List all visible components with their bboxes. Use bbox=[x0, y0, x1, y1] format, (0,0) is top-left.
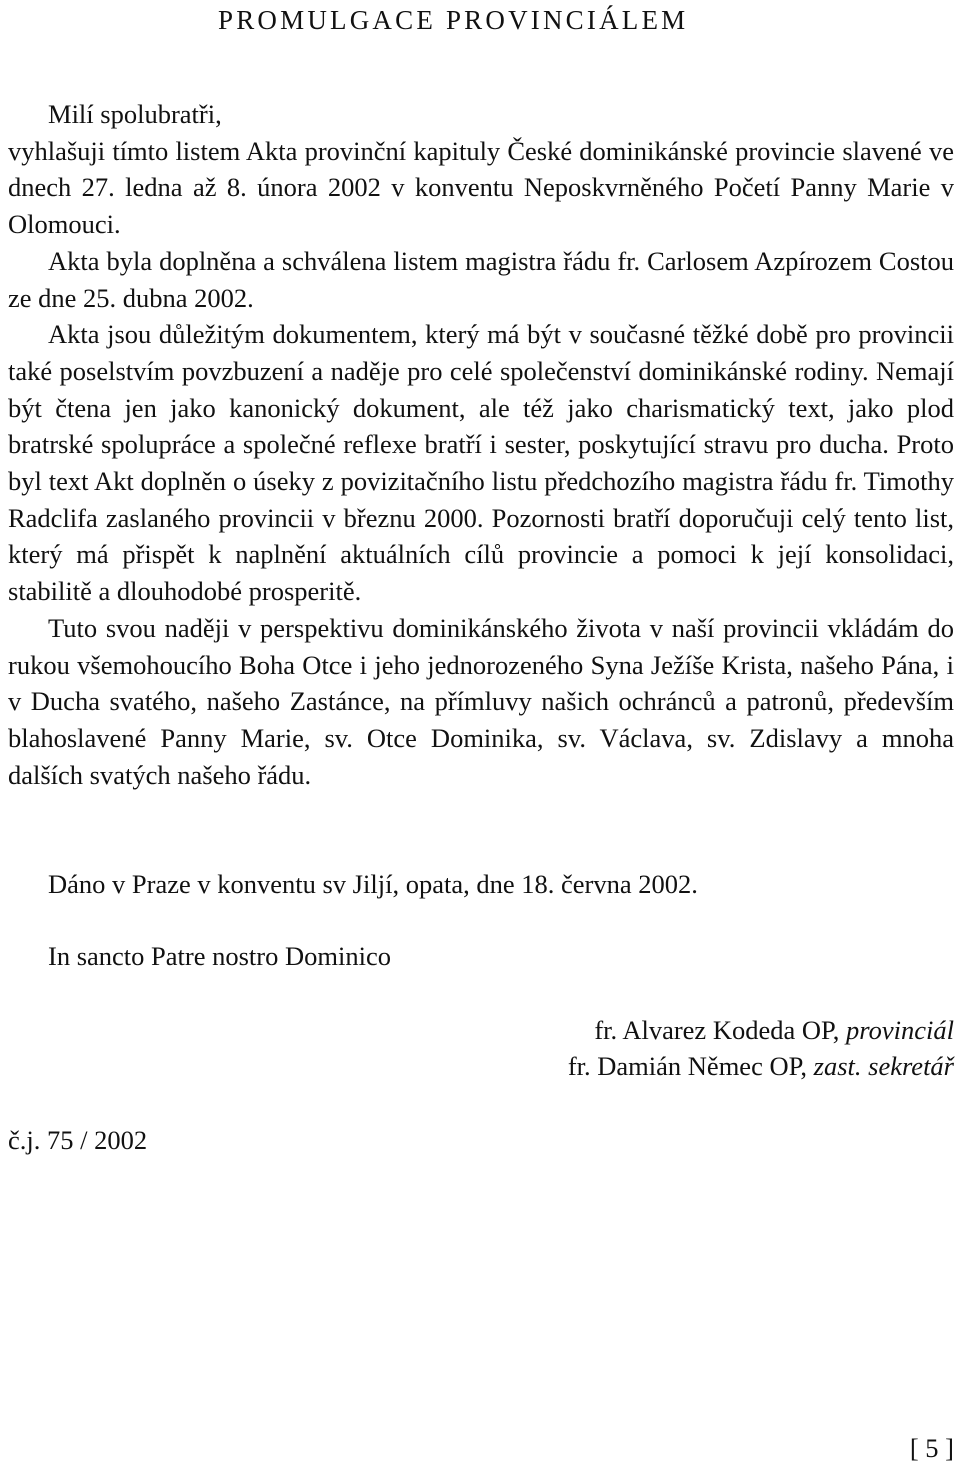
salutation: Milí spolubratři, bbox=[48, 99, 222, 129]
signature-provincial bbox=[568, 1012, 954, 1048]
page-number: [ 5 ] bbox=[909, 1433, 954, 1463]
signature-name: fr. Damián Němec OP, bbox=[567, 1051, 808, 1081]
signature-name: fr. Alvarez Kodeda OP, bbox=[594, 1015, 840, 1045]
document-title: PROMULGACE PROVINCIÁLEM bbox=[218, 5, 689, 35]
paragraph-promulgation: vyhlašuji tímto listem Akta provinční kapituly České dominikánské provincie slavené ve dnech 27. ledna až 8. února 2002 v konventu Neposkvrněného Početí Panny Marie v Olomouci. bbox=[8, 135, 954, 240]
date-line: Dáno v Praze v konventu sv Jiljí, opata, dne 18. června 2002. bbox=[48, 869, 698, 899]
paragraph-approval: Akta byla doplněna a schválena listem magistra řádu fr. Carlosem Azpírozem Costou ze dne 25. dubna 2002. bbox=[8, 245, 954, 313]
signature-secretary bbox=[568, 1048, 954, 1084]
signature-role: provinciál bbox=[846, 1015, 954, 1045]
signature-role: zast. sekretář bbox=[813, 1051, 954, 1081]
paragraph-significance: Akta jsou důležitým dokumentem, který má být v současné těžké době pro provincii také poselstvím povzbuzení a naděje pro celé společenství dominikánské rodiny. Nemají být čtena jen jako kanonický dokument, ale též jako charismatický text, jako plod bratrské spolupráce a společné reflexe bratří i sester, poskytující stravu pro ducha. Proto byl text Akt doplněn o úseky z povizitačního listu předchozího magistra řádu fr. Timothy Radclifa zaslaného provincii v březnu 2000. Pozornosti bratří doporučuji celý tento list, který má přispět k naplnění aktuálních cílů provincie a pomoci k její konsolidaci, stabilitě a dlouhodobé prosperitě. bbox=[8, 319, 954, 607]
letter-body bbox=[8, 96, 954, 793]
reference-number: č.j. 75 / 2002 bbox=[8, 1125, 148, 1155]
paragraph-entrustment: Tuto svou naději v perspektivu dominikánského života v naší provincii vkládám do rukou všemohoucího Boha Otce i jeho jednorozeného Syna Ježíše Krista, našeho Pána, i v Ducha svatého, našeho Zastánce, na přímluvy našich ochránců a patronů, především blahoslavené Panny Marie, sv. Otce Dominika, sv. Václava, sv. Zdislavy a mnoha dalších svatých našeho řádu. bbox=[8, 612, 954, 790]
latin-closing: In sancto Patre nostro Dominico bbox=[48, 941, 391, 971]
signature-block bbox=[568, 1012, 954, 1084]
